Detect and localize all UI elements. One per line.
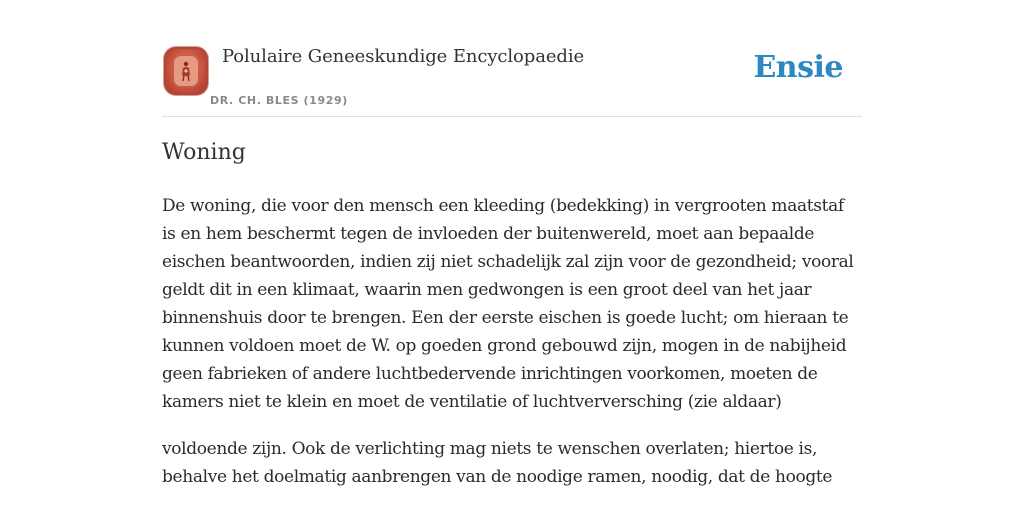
- site-title[interactable]: Polulaire Geneeskundige Encyclopaedie: [222, 46, 585, 67]
- seal-figure-icon: [179, 60, 193, 82]
- page: [162, 0, 862, 487]
- article-title: Woning: [162, 140, 246, 165]
- article-paragraph: voldoende zijn. Ook de verlichting mag niets te wenschen overlaten; hiertoe is, behalve het doelmatig aanbrengen van de noodige ramen, noodig, dat de hoogte: [162, 439, 833, 487]
- article-paragraph: De woning, die voor den mensch een kleeding (bedekking) in vergrooten maatstaf is en hem beschermt tegen de invloeden der buitenwereld, moet aan bepaalde eischen beantwoorden, indien zij niet schadelijk zal zijn voor de gezondheid; vooral geldt dit in een klimaat, waarin men gedwongen is een groot deel van het jaar binnenshuis door te brengen. Een der eerste eischen is goede lucht; om hieraan te kunnen voldoen moet de W. op goeden grond gebouwd zijn, mogen in de nabijheid geen fabrieken of andere luchtbedervende inrichtingen voorkomen, moeten de kamers niet te klein en moet de ventilatie of luchtverversching (zie aldaar): [162, 196, 854, 412]
- site-subtitle: DR. CH. BLES (1929): [210, 94, 348, 107]
- brand-logo[interactable]: Ensie: [753, 50, 843, 85]
- article-body: [162, 192, 862, 510]
- site-header: [162, 0, 862, 117]
- seal-inner-frame: [173, 55, 199, 87]
- encyclopedia-seal-icon[interactable]: [164, 47, 208, 95]
